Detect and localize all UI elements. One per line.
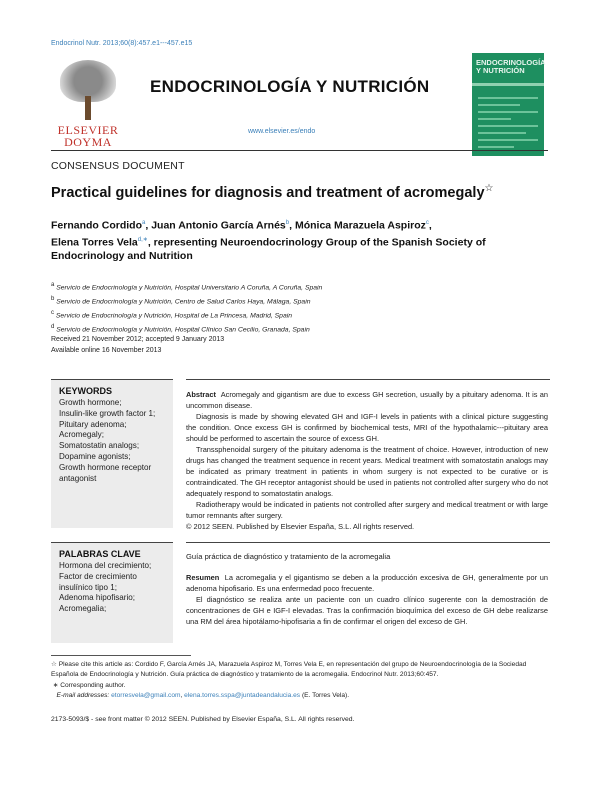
affiliations [51, 280, 551, 335]
keyword-item: Adenoma hipofisario; [59, 593, 136, 603]
affiliation-marker[interactable]: d,∗ [137, 236, 148, 243]
cover-title: ENDOCRINOLOGÍA Y NUTRICIÓN [476, 58, 546, 75]
tree-trunk-icon [85, 96, 91, 120]
abstract-paragraph: Radiotherapy would be indicated in patients not controlled after surgery and medical treatment or with large tumor remnants after surgery. [186, 500, 548, 520]
journal-cover-image [472, 53, 544, 156]
keyword-item: Growth hormone receptor antagonist [59, 462, 152, 483]
article-dates [51, 335, 224, 356]
keyword-item: Acromegaly; [59, 430, 104, 440]
keyword-item: Insulin-like growth factor 1; [59, 408, 156, 418]
keyword-item: Somatostatin analogs; [59, 441, 140, 451]
palabras-clave-list [59, 561, 171, 615]
affiliation-item: $^d$ Servicio de Endocrinología y Nutrición, Hospital Clínico San Cecilio, Granada, Spain [51, 323, 310, 333]
article-title: Practical guidelines for diagnosis and treatment of acromegaly☆ [51, 183, 494, 201]
journal-citation: Endocrinol Nutr. 2013;60(8):457.e1---457.e15 [51, 40, 193, 47]
email-link[interactable]: etorresvela@gmail.com [111, 692, 181, 700]
author-name: Juan Antonio García Arnés [151, 219, 286, 232]
author-name: Elena Torres Vela [51, 236, 138, 248]
author-list: Fernando Cordido$^a$, Juan Antonio García Arnés$^b$, Mónica Marazuela Aspiroz$^c$, Elena Torres Vela$^{d,∗}$, representing Neuroendocrinology Group of the Spanish Society of Endocrinology and Nutrition [51, 219, 486, 262]
affiliation-marker[interactable]: b [285, 220, 290, 226]
author-name: Fernando Cordido [51, 219, 142, 232]
publisher-wordmark: ELSEVIER DOYMA [57, 123, 119, 149]
keyword-item: Growth hormone; [59, 398, 122, 407]
spanish-title: Guía práctica de diagnóstico y tratamiento de la acromegalia [186, 552, 391, 561]
group-statement: representing Neuroendocrinology Group of the Spanish Society of Endocrinology and Nutrition [51, 236, 486, 262]
issn-line: 2173-5093/$ - see front matter © 2012 SEEN. Published by Elsevier España, S.L. All rights reserved. [51, 716, 355, 723]
keyword-item: Dopamine agonists; [59, 451, 131, 461]
palabras-clave-box [51, 542, 173, 643]
keyword-item: Acromegalia; [59, 604, 107, 614]
keyword-item: Factor de crecimiento insulínico tipo 1; [59, 571, 137, 592]
abstract-top-rule [186, 379, 550, 380]
document-type: CONSENSUS DOCUMENT [51, 160, 185, 172]
header-divider [51, 150, 548, 151]
cover-text-lines [478, 97, 538, 153]
palabras-clave-heading: PALABRAS CLAVE [59, 549, 141, 559]
abstract-paragraph: Diagnosis is made by showing elevated GH and IGF-I levels in patients with a clinical picture suggesting the condition. Once excess GH is confirmed by biochemical tests, MRI of the hypothalamic---pituitary area should be performed to ascertain the source of excess GH. [186, 412, 548, 443]
online-date: Available online 16 November 2013 [51, 346, 162, 354]
keywords-list [59, 398, 171, 484]
footnote-divider [51, 655, 191, 656]
corresponding-footnote: ∗ Corresponding author. [52, 681, 126, 689]
affiliation-item: $^a$ Servicio de Endocrinología y Nutrición, Hospital Universitario A Coruña, A Coruña, Spain [51, 282, 323, 292]
footnote-star-icon[interactable]: ☆ [484, 183, 494, 194]
resumen-section [186, 572, 548, 627]
keywords-heading: KEYWORDS [59, 386, 113, 396]
journal-url-link[interactable]: www.elsevier.es/endo [248, 128, 316, 135]
citation-footnote: ☆ Please cite this article as: Cordido F, García Arnés JA, Marazuela Aspiroz M, Torres Vela E, en representación del grupo de Neuroendocrinología de la Sociedad Española de Endocrinología y Nutrición. Guía práctica de diagnóstico y tratamiento de la acromegalia. Endocrinol Nutr. 2013;60:457. [51, 661, 527, 679]
affiliation-item: $^c$ Servicio de Endocrinología y Nutrición, Hospital de La Princesa, Madrid, Spain [51, 309, 293, 319]
affiliation-item: $^b$ Servicio de Endocrinología y Nutrición, Centro de Salud Carlos Haya, Málaga, Spain [51, 295, 311, 306]
keywords-box [51, 379, 173, 528]
footnotes [51, 660, 551, 702]
cover-stripe [472, 83, 544, 86]
keyword-item: Hormona del crecimiento; [59, 561, 152, 570]
resumen-paragraph: Resumen La acromegalia y el gigantismo se deben a la producción excesiva de GH, generalmente por un adenoma hipofisario. Es una enfermedad poco frecuente. [186, 573, 548, 593]
abstract-section [186, 389, 548, 532]
affiliation-marker[interactable]: c [425, 220, 429, 226]
abstract-paragraph: Transsphenoidal surgery of the pituitary adenoma is the treatment of choice. However, introduction of new drugs has changed the treatment sequence in recent years. Medical treatment with somatostatin analogs may be indicated as primary treatment in patients in whom surgery is not expected to be curative or is contraindicated. The GH receptor antagonist should be used in patients not controlled after surgery who do not adequately respond to somatostatin analogs. [186, 445, 548, 498]
author-name: Mónica Marazuela Aspiroz [294, 219, 426, 232]
resumen-top-rule [186, 542, 550, 543]
abstract-paragraph: Abstract Acromegaly and gigantism are due to excess GH secretion, usually by a pituitary adenoma. It is an uncommon disease. [186, 390, 549, 410]
received-date: Received 21 November 2012; accepted 9 January 2013 [51, 336, 225, 343]
email-footnote: E-mail addresses: etorresvela@gmail.com, elena.torres.sspa@juntadeandalucia.es (E. Torres Vela). [56, 692, 350, 700]
email-link[interactable]: elena.torres.sspa@juntadeandalucia.es [184, 692, 301, 700]
resumen-paragraph: El diagnóstico se realiza ante un paciente con un cuadro clínico sugerente con la demostración de concentraciones de GH e IGF-I elevadas. Tras la confirmación bioquímica del exceso de GH debe realizarse una RM del área hipotálamo-hipofisaria a fin de confirmar el origen del exceso de GH. [186, 595, 548, 626]
keyword-item: Pituitary adenoma; [59, 419, 127, 429]
journal-title: ENDOCRINOLOGÍA Y NUTRICIÓN [150, 77, 430, 96]
affiliation-marker[interactable]: a [142, 220, 146, 226]
copyright-line: © 2012 SEEN. Published by Elsevier España, S.L. All rights reserved. [186, 522, 415, 531]
